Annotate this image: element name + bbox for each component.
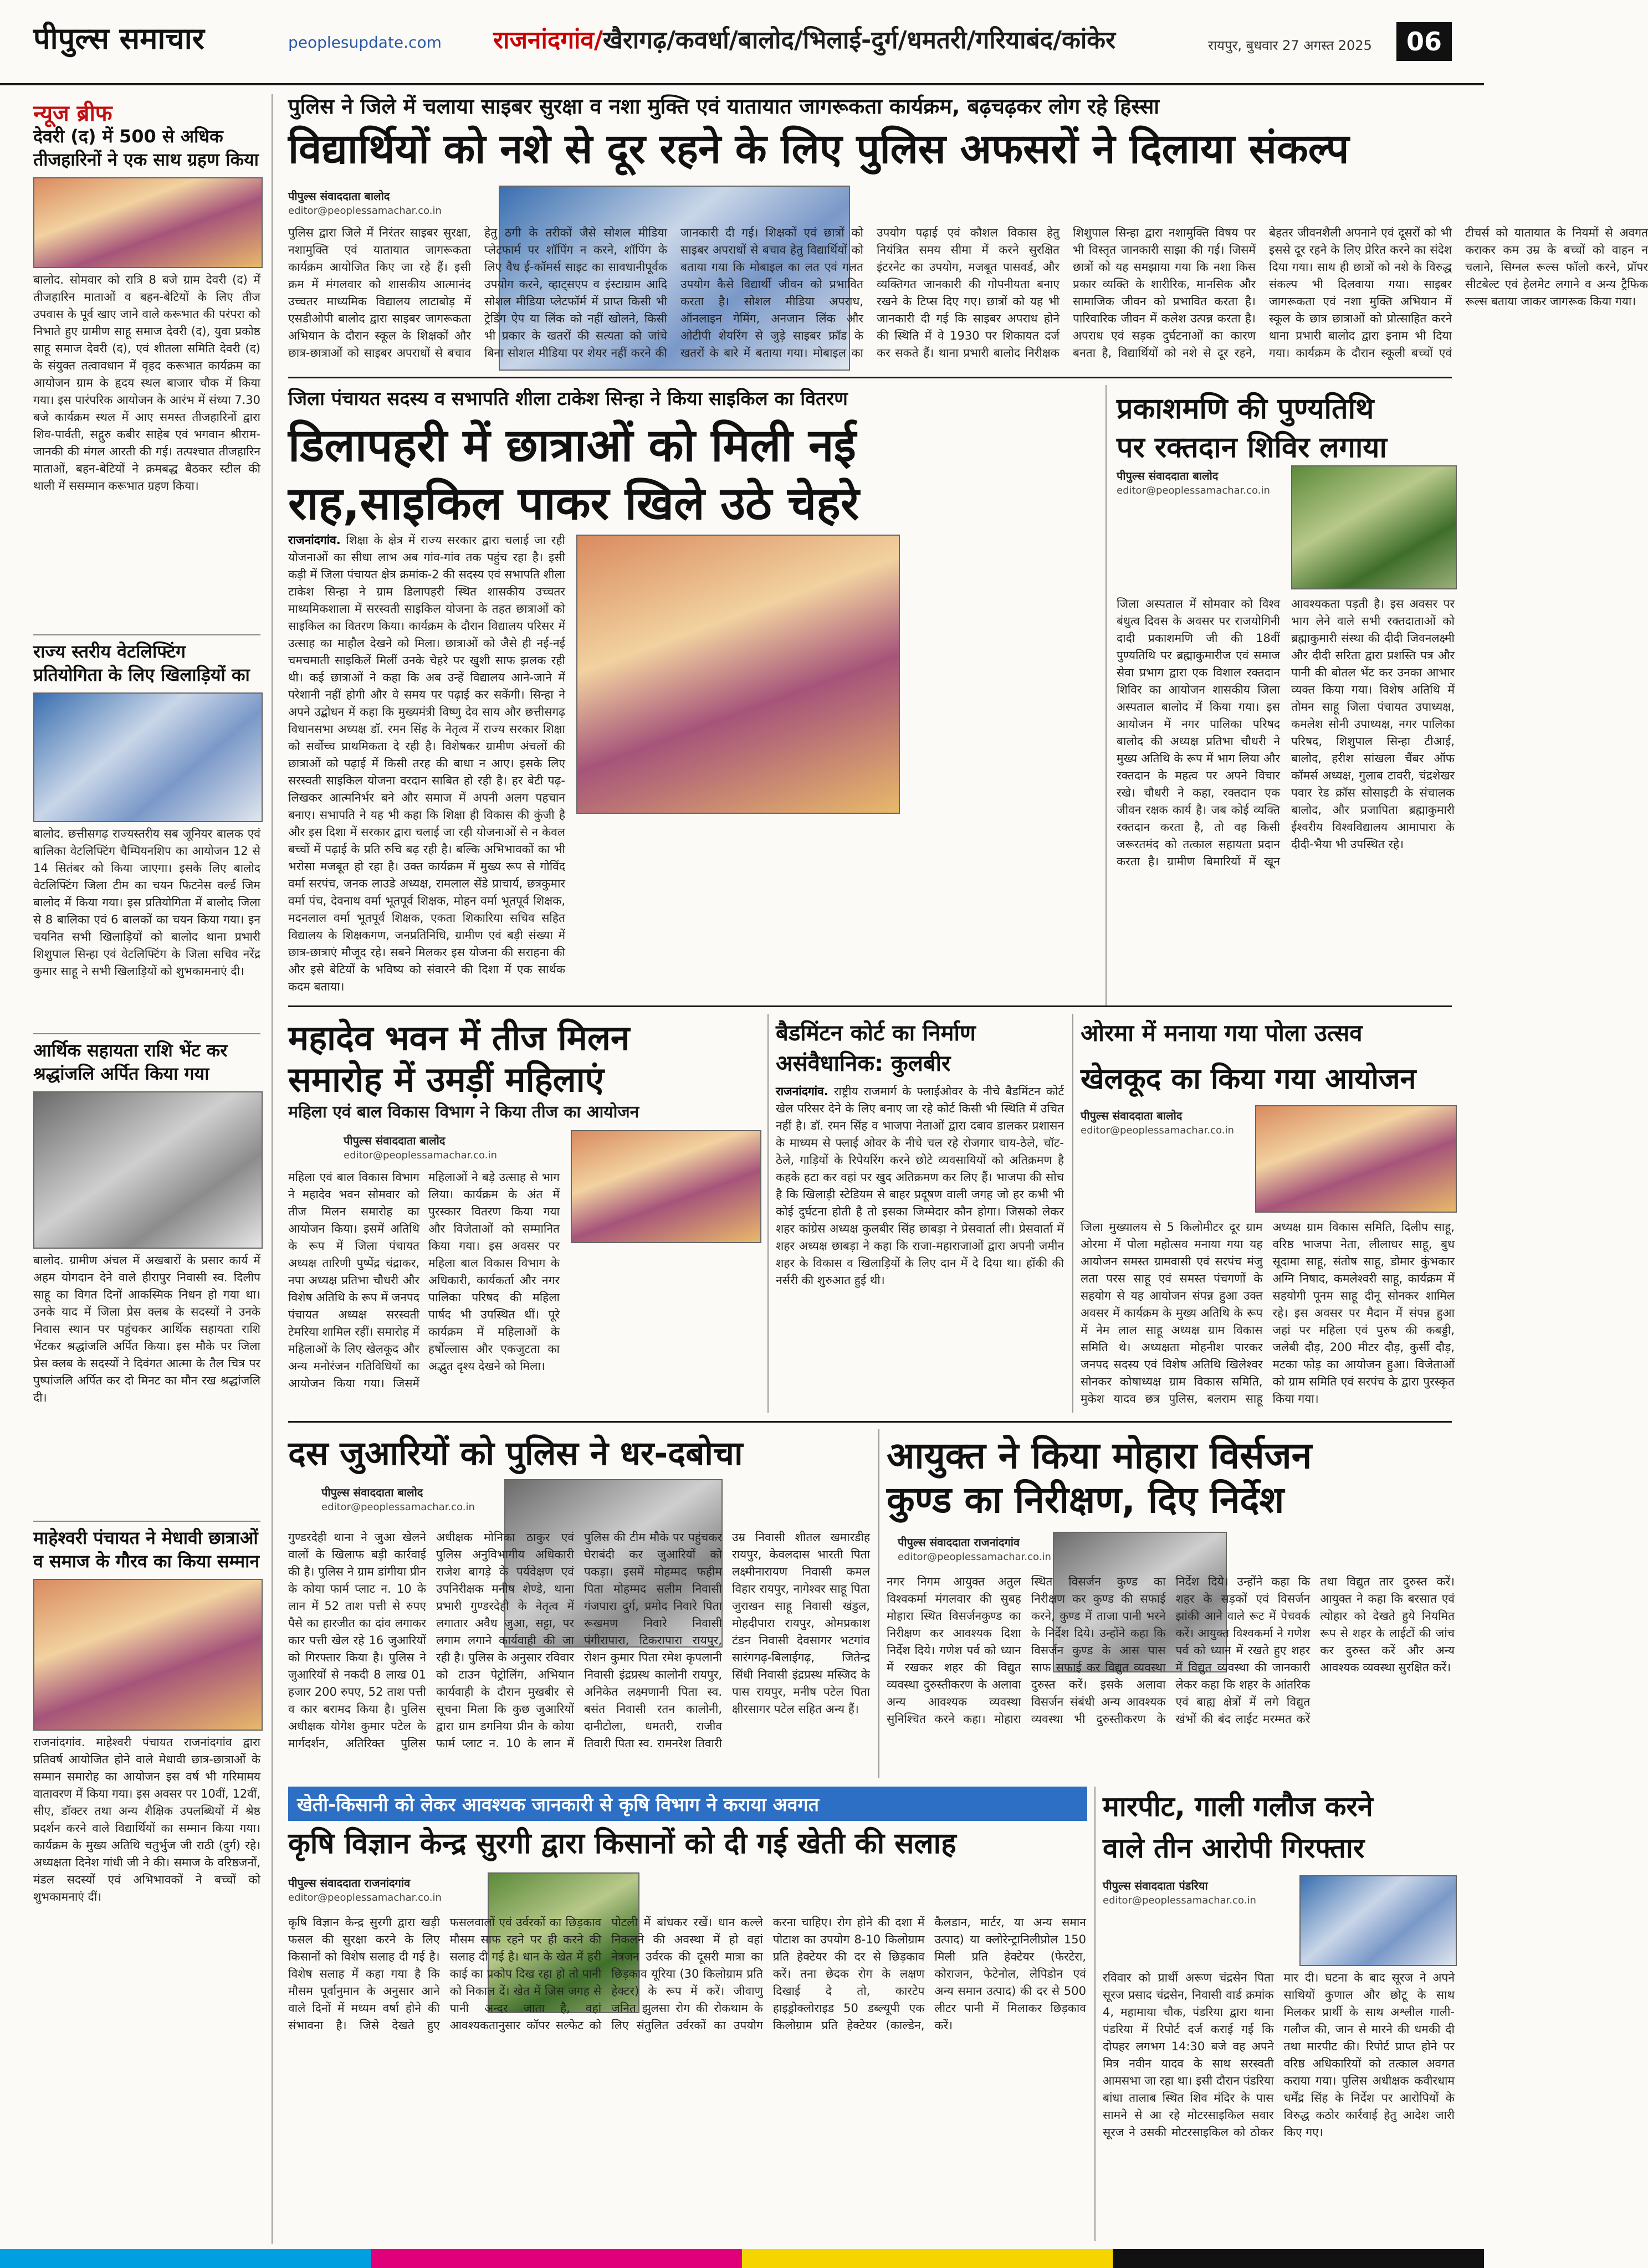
brief-headline: आर्थिक सहायता राशि भेंट कर श्रद्धांजलि अर्पित किया गया bbox=[33, 1040, 228, 1084]
story-headline: डिलापहरी में छात्राओं को मिली नई bbox=[288, 419, 856, 472]
story-headline: ओरमा में मनाया गया पोला उत्सव bbox=[1081, 1019, 1363, 1046]
column-divider bbox=[878, 1429, 879, 1778]
story-photo bbox=[1291, 465, 1457, 589]
story-photo bbox=[576, 535, 900, 814]
story-body: जिला अस्पताल में सोमवार को विश्व बंधुत्व दिवस के अवसर पर राजयोगिनी दादी प्रकाशमणि जी की 18वीं पुण्यतिथि पर ब्रह्माकुमारीज एवं समाज सेवा प्रभाग द्वारा एक विशाल रक्तदान शिविर का आयोजन शासकीय जिला अस्पताल बालोद में किया गया। इस आयोजन में नगर पालिका परिषद बालोद की अध्यक्ष प्रतिभा चौधरी ने मुख्य अतिथि के रूप में भाग लिया और रक्तदान के महत्व पर अपने विचार रखे। चौधरी ने कहा, रक्तदान एक जीवन रक्षक कार्य है। जब कोई व्यक्ति रक्तदान करता है, तो वह किसी जरूरतमंद को तत्काल सहायता प्रदान करता है। ग्रामीण बिमारियों में खून आवश्यकता पड़ती है। इस अवसर पर भाग लेने वाले सभी रक्तदाताओं को ब्रह्माकुमारी संस्था की दीदी जिवनलक्ष्मी और दीदी सरिता द्वारा प्रशस्ति पत्र और पानी की बोतल भेंट कर उनका आभार व्यक्त किया गया। विशेष अतिथि में तोमन साहू जिला पंचायत उपाध्यक्ष, कमलेश सोनी उपाध्यक्ष, नगर पालिका परिषद, शिशुपाल सिन्हा टीआई, बालोद, हरीश सांखला चैंबर ऑफ कॉमर्स अध्यक्ष, गुलाब टावरी, चंद्रशेखर पवार रेड क्रॉस सोसाइटी के संचालक बालोद, और प्रजापिता ब्रह्माकुमारी ईश्वरीय विश्वविद्यालय आमापारा के दीदी-भैया भी उपस्थित रहे। bbox=[1117, 597, 1455, 868]
brief-body: बालोद. सोमवार को रात्रि 8 बजे ग्राम देवरी (द) में तीजहारिन माताओं व बहन-बेटियों के लिए तीज उपवास के पूर्व खाए जाने वाले करूभात की परंपरा को निभाते हुए ग्रामीण साहू समाज देवरी (द), युवा प्रकोष्ठ साहू समाज देवरी (द), एवं शीतला समिति देवरी (द) के संयुक्त तत्वावधान में वृहद करूभात कार्यक्रम का आयोजन ग्राम के हृदय स्थल बाजार चौक में किया गया। इस पारंपरिक आयोजन के आरंभ में संध्या 7.30 बजे कार्यक्रम स्थल में आए समस्त तीजहारिनों द्वारा शिव-पार्वती, सद्गुरु कबीर साहेब एवं भगवान श्रीराम-जानकी की मंगल आरती की गई। तत्पश्चात तीजहारिन माताओं, बहन-बेटियों ने क्रमबद्ध बैठकर स्टील की थाली में ससम्मान करूभात ग्रहण किया। bbox=[33, 273, 260, 492]
brief-headline: माहेश्वरी पंचायत ने मेधावी छात्राओं व समाज के गौरव का किया सम्मान bbox=[33, 1527, 260, 1572]
story-headline: कृषि विज्ञान केन्द्र सुरगी द्वारा किसानों को दी गई खेती की सलाह bbox=[288, 1827, 956, 1860]
story-headline: वाले तीन आरोपी गिरफ्तार bbox=[1103, 1832, 1365, 1864]
story-photo bbox=[1255, 1105, 1457, 1213]
byline-email: editor@peoplessamachar.co.in bbox=[288, 205, 442, 217]
website-link[interactable]: peoplesupdate.com bbox=[288, 33, 442, 52]
byline-email: editor@peoplessamachar.co.in bbox=[344, 1150, 497, 1161]
brief-headline: राज्य स्तरीय वेटलिफ्टिंग प्रतियोगिता के लिए खिलाड़ियों का bbox=[33, 641, 250, 685]
divider bbox=[33, 1521, 260, 1522]
story-headline: विद्यार्थियों को नशे से दूर रहने के लिए पुलिस अफसरों ने दिलाया संकल्प bbox=[288, 125, 1349, 173]
section-strap: खेती-किसानी को लेकर आवश्यक जानकारी से कृषि विभाग ने कराया अवगत bbox=[288, 1787, 1087, 1821]
dateline: राजनांदगांव. bbox=[776, 1085, 828, 1098]
story-headline: समारोह में उमड़ीं महिलाएं bbox=[288, 1059, 604, 1100]
brief-body: बालोद. छत्तीसगढ़ राज्यस्तरीय सब जूनियर बालक एवं बालिका वेटलिफ्टिंग चैम्पियनशिप का आयोजन 12 से 14 सितंबर को किया जाएगा। इसके लिए बालोद वेटलिफ्टिंग जिला टीम का चयन फिटनेस वर्ल्ड जिम बालोद में किया गया। इस प्रतियोगिता में बालोद जिला से 8 बालिका एवं 6 बालकों का चयन किया गया। इन चयनित सभी खिलाड़ियों को बालोद थाना प्रभारी शिशुपाल सिन्हा एवं वेटलिफ्टिंग के जिला सचिव नरेंद्र कुमार साहू ने सभी खिलाड़ियों को शुभकामनाएं दी। bbox=[33, 827, 260, 978]
story-body: नगर निगम आयुक्त अतुल विश्वकर्मा मंगलवार की सुबह मोहारा स्थित विसर्जनकुण्ड का निरीक्षण कर आवश्यक दिशा निर्देश दिये। गणेश पर्व को ध्यान में रखकर शहर की विद्युत व्यवस्था दुरुस्तीकरण के अलावा अन्य आवश्यक व्यवस्था सुनिश्चित करने कहा। मोहारा स्थित विसर्जन कुण्ड का निरीक्षण कर कुण्ड की सफाई करने, कुण्ड में ताजा पानी भरने के निर्देश दिये। उन्होंने कहा कि विसर्जन कुण्ड के आस पास साफ सफाई कर विद्युत व्यवस्था दुरुस्त करें। इसके अलावा विसर्जन संबंधी अन्य आवश्यक व्यवस्था भी दुरुस्तीकरण के निर्देश दिये। उन्होंने कहा कि शहर के सड़कों एवं विसर्जन झांकी आने वाले रूट में पेचवर्क करें। आयुक्त विश्वकर्मा ने गणेश पर्व को ध्यान में रखते हुए शहर में विद्युत व्यवस्था की जानकारी लेकर कहा कि शहर के आंतरिक एवं बाह्य क्षेत्रों में लगे विद्युत खंभों की बंद लाईट मरम्मत करें तथा विद्युत तार दुरुस्त करें। आयुक्त ने कहा कि बरसात एवं त्योहार को देखते हुये नियमित रूप से शहर के लाईटों की जांच कर दुरुस्त करें और अन्य आवश्यक व्यवस्था सुरक्षित करें। bbox=[887, 1575, 1455, 1726]
story-photo bbox=[1299, 1875, 1457, 1966]
story-headline: दस जुआरियों को पुलिस ने धर-दबोचा bbox=[288, 1434, 743, 1473]
edition-cities-rest: खैरागढ़/कवर्धा/बालोद/भिलाई-दुर्ग/धमतरी/गरियाबंद/कांकेर bbox=[602, 26, 1116, 54]
story-body: गुण्डरदेही थाना ने जुआ खेलने वालों के खिलाफ बड़ी कार्रवाई की है। पुलिस ने ग्राम डांगीया प्रीन के कोया फार्म प्लाट न. 10 के लान में 52 ताश पत्ती से रुपए पैसे का हारजीत का दांव लगाकर कार पत्ती खेल रहे 16 जुआरियों को गिरफ्तार किया है। पुलिस ने जुआरियों से नकदी 8 लाख 01 हजार 200 रुपए, 52 ताश पत्ती व कार बरामद किया है। पुलिस अधीक्षक योगेश कुमार पटेल के मार्गदर्शन, अतिरिक्त पुलिस अधीक्षक मोनिका ठाकुर एवं पुलिस अनुविभागीय अधिकारी राजेश बागड़े के पर्यवेक्षण एवं उपनिरीक्षक मनीष शेण्डे, थाना प्रभारी गुण्डरदेही के नेतृत्व में लगातार अवैध जुआ, सट्टा, पर लगाम लगाने कार्यवाही की जा रही है। पुलिस के अनुसार रविवार को टाउन पेट्रोलिंग, अभियान कार्यवाही के दौरान मुखबीर से सूचना मिला कि कुछ जुआरियों द्वारा ग्राम डगनिया प्रीन के कोया फार्म प्लाट न. 10 के लान में पुलिस की टीम मौके पर पहुंचकर घेराबंदी कर जुआरियों को पकड़ा। इसमें मोहम्मद फहीम पिता मोहम्मद सलीम निवासी गंजपारा दुर्ग, प्रमोद निवारे पिता रूखमण निवारे निवासी पंगीरापारा, टिकरापारा रायपुर, रोशन कुमार पिता रमेश कृपलानी निवासी इंद्रप्रस्थ कालोनी रायपुर, अनिकेत लक्ष्मणानी पिता स्व. बसंत निवासी रतन कालोनी, दानीटोला, धमतरी, राजीव तिवारी पिता स्व. रामनरेश तिवारी उम्र निवासी शीतल खमारडीह रायपुर, केवलदास भारती पिता लक्ष्मीनारायण निवासी कमल विहार रायपुर, नागेश्वर साहू पिता जुराखन साहू निवासी खंडुल, मोहदीपारा रायपुर, ओमप्रकाश टंडन निवासी देवसागर भटगांव सारंगगढ़-बिलाईगढ़, जितेन्द्र सिंधी निवासी इंद्रप्रस्थ मस्जिद के पास रायपुर, मनीष पटेल पिता क्षीरसागर पटेल सहित अन्य हैं। bbox=[288, 1531, 870, 1750]
section-rule bbox=[288, 377, 1452, 378]
brief-headline: देवरी (द) में 500 से अधिक तीजहारिनों ने एक साथ ग्रहण किया bbox=[33, 126, 259, 170]
story-headline: आयुक्त ने किया मोहारा विर्सजन bbox=[887, 1434, 1312, 1477]
byline-email: editor@peoplessamachar.co.in bbox=[288, 1892, 442, 1903]
divider bbox=[33, 634, 260, 635]
edition-city-first: राजनांदगांव/ bbox=[493, 26, 603, 54]
brief-photo bbox=[33, 177, 263, 268]
story-body bbox=[288, 532, 565, 997]
dateline: राजनांदगांव. bbox=[288, 533, 341, 547]
column-divider bbox=[1094, 1787, 1096, 2241]
story-body bbox=[776, 1083, 1064, 1413]
byline-email: editor@peoplessamachar.co.in bbox=[1117, 485, 1270, 496]
brief-photo bbox=[33, 1091, 263, 1249]
story-headline: असंवैधानिक: कुलबीर bbox=[776, 1051, 951, 1076]
story-body: जिला मुख्यालय से 5 किलोमीटर दूर ग्राम ओरमा में पोला महोत्सव मनाया गया यह आयोजन समस्त ग्रामवासी एवं सरपंच मंजु लता परस साहू एवं समस्त पंचगणों के सहयोग से यह आयोजन संपन्न हुआ उक्त अवसर में कार्यक्रम के मुख्य अतिथि के रूप में नेम लाल साहू अध्यक्ष ग्राम विकास समिति थे। अध्यक्षता मोहनीश पारकर जनपद सदस्य एवं विशेष अतिथि खिलेश्वर सोनकर कोषाध्यक्ष ग्राम विकास समिति, मुकेश यादव छत्र पुलिस, बलराम साहू अध्यक्ष ग्राम विकास समिति, दिलीप साहू, वरिष्ठ भाजपा नेता, लीलाधर साहू, बुध सूदामा साहू, संतोष साहू, डोमार कुंभकार अग्नि निषाद, कमलेश्वरी साहू, कार्यक्रम में सहयोगी पूनम साहू दीनू सोनकर शामिल रहे। इस अवसर पर मैदान में संपन्न हुआ जहां पर महिला एवं पुरुष की कबड्डी, जलेबी दौड़, 200 मीटर दौड़, कुर्सी दौड़, मटका फोड़ का आयोजन हुआ। विजेताओं को ग्राम समिति एवं सरपंच के द्वारा पुरस्कृत किया गया। bbox=[1081, 1220, 1455, 1405]
section-rule bbox=[288, 1005, 1452, 1007]
brief-body: राजनांदगांव. माहेश्वरी पंचायत राजनांदगांव द्वारा प्रतिवर्ष आयोजित होने वाले मेधावी छात्र-छात्राओं के सम्मान समारोह का आयोजन इस वर्ष भी गरिमामय वातावरण में किया गया। इस अवसर पर 10वीं, 12वीं, सीए, डॉक्टर तथा अन्य शैक्षिक उपलब्धियों में श्रेष्ठ प्रदर्शन करने वाले विद्यार्थियों का सम्मान किया गया। कार्यक्रम के मुख्य अतिथि चतुर्भुज जी राठी (दुर्ग) रहे। अध्यक्षता दिनेश गांधी जी ने की। समाज के वरिष्ठजनों, मंडल सदस्यों एवं अभिभावकों ने बच्चों को शुभकामनाएं दीं। bbox=[33, 1736, 260, 1903]
story-body: महिला एवं बाल विकास विभाग ने महादेव भवन सोमवार को तीज मिलन समारोह का आयोजन किया। इसमें अतिथि के रूप में जिला पंचायत अध्यक्ष तारिणी पुष्पेंद्र चंद्राकर, नपा अध्यक्ष प्रतिभा चौधरी और विशेष अतिथि के रूप में जनपद पंचायत अध्यक्ष सरस्वती टेमरिया शामिल रहीं। समारोह में महिलाओं के लिए खेलकूद और अन्य मनोरंजन गतिविधियों का आयोजन किया गया। जिसमें महिलाओं ने बड़े उत्साह से भाग लिया। कार्यक्रम के अंत में पुरस्कार वितरण किया गया और विजेताओं को सम्मानित किया गया। इस अवसर पर महिला बाल विकास विभाग के अधिकारी, कार्यकर्ता और नगर पालिका परिषद की महिला पार्षद भी उपस्थित थीं। पूरे कार्यक्रम में महिलाओं के हर्षोल्लास और एकजुटता का अद्भुत दृश्य देखने को मिला। bbox=[288, 1171, 560, 1390]
story-body-text: शिक्षा के क्षेत्र में राज्य सरकार द्वारा चलाई जा रही योजनाओं का सीधा लाभ अब गांव-गांव तक पहुंच रहा है। इसी कड़ी में जिला पंचायत क्षेत्र क्रमांक-2 की सदस्य एवं सभापति शीला टाकेश सिन्हा ने ग्राम डिलापहरी स्थित शासकीय उच्चतर माध्यमिकशाला में सरस्वती साइकिल योजना के तहत छात्राओं को साइकिल का वितरण किया। कार्यक्रम के दौरान विद्यालय परिसर में उत्साह का माहौल देखने को मिला। छात्राओं को जैसे ही नई-नई चमचमाती साइकिलें मिलीं उनके चेहरे पर खुशी साफ झलक रही थी। कई छात्राओं ने कहा कि अब उन्हें विद्यालय आने-जाने में परेशानी नहीं होगी और वे समय पर पढ़ाई कर सकेंगी। सिन्हा ने अपने उद्बोधन में कहा कि मुख्यमंत्री विष्णु देव साय और छत्तीसगढ़ विधानसभा अध्यक्ष डॉ. रमन सिंह के नेतृत्व में राज्य सरकार शिक्षा को सर्वोच्च प्राथमिकता दे रही है। विशेषकर ग्रामीण अंचलों की छात्राओं को पढ़ाई में किसी तरह की बाधा न आए। इसके लिए सरस्वती साइकिल योजना वरदान साबित हो रही है। हर बेटी पढ़-लिखकर आत्मनिर्भर बने और समाज में अपनी अलग पहचान बनाए। सभापति ने यह भी कहा कि शिक्षा ही विकास की कुंजी है और इस दिशा में सरकार द्वारा चलाई जा रही योजनाओं से न केवल बच्चों में पढ़ाई के प्रति रुचि बढ़ रही है। बल्कि अभिभावकों का भी भरोसा मजबूत हो रहा है। उक्त कार्यक्रम में मुख्य रूप से गोविंद वर्मा सरपंच, जनक लाउडे अध्यक्ष, रामलाल सेंडे प्राचार्य, छत्रकुमार वर्मा पंच, देवनाथ वर्मा भूतपूर्व शिक्षक, मोहन वर्मा भूतपूर्व शिक्षक, मदनलाल वर्मा भूतपूर्व शिक्षक, एकता शिकारिया सचिव सहित विद्यालय के शिक्षकगण, जनप्रतिनिधि, ग्रामीण एवं बड़ी संख्या में छात्र-छात्राएं मौजूद रहे। सबने मिलकर इस योजना की सराहना की और इसे बेटियों के भविष्य को संवारने की दिशा में एक सार्थक कदम बताया। bbox=[288, 533, 565, 993]
byline: पीपुल्स संवाददाता बालोद bbox=[1081, 1109, 1183, 1122]
story-body: पुलिस द्वारा जिले में निरंतर साइबर सुरक्षा, नशामुक्ति एवं यातायात जागरूकता कार्यक्रम आयोजित किए जा रहे हैं। इसी क्रम में मंगलवार को शासकीय आत्मानंद उच्चतर माध्यमिक विद्यालय लाटाबोड़ में एसडीओपी बालोद द्वारा साइबर जागरूकता अभियान के दौरान स्कूल के शिक्षकों और छात्र-छात्राओं को साइबर अपराधों से बचाव हेतु ठगी के तरीकों जैसे सोशल मीडिया प्लेटफार्म पर शॉपिंग न करने, शॉपिंग के लिए वैध ई-कॉमर्स साइट का सावधानीपूर्वक उपयोग करने, व्हाट्सएप व इंस्टाग्राम आदि सोशल मीडिया प्लेटफॉर्म में प्राप्त किसी भी ट्रेडिंग ऐप या लिंक को नहीं खोलने, किसी भी प्रकार के खतरों की सत्यता को जांचे बिना सोशल मीडिया पर शेयर नहीं करने की जानकारी दी गई। शिक्षकों एवं छात्रों को साइबर अपराधों से बचाव हेतु विद्यार्थियों को बताया गया कि मोबाइल का लत एवं गलत उपयोग कैसे विद्यार्थी जीवन को प्रभावित करता है। सोशल मीडिया अपराध, ऑनलाइन गेमिंग, अनजान लिंक और ओटीपी शेयरिंग से जुड़े साइबर फ्रॉड के खतरों के बारे में बताया गया। मोबाइल का उपयोग पढ़ाई एवं कौशल विकास हेतु नियंत्रित समय सीमा में करने सुरक्षित इंटरनेट का उपयोग, मजबूत पासवर्ड, और व्यक्तिगत जानकारी की गोपनीयता बनाए रखने के टिप्स दिए गए। छात्रों को यह भी जानकारी दी गई कि साइबर अपराध होने की स्थिति में वे 1930 पर शिकायत दर्ज कर सकते हैं। थाना प्रभारी बालोद निरीक्षक शिशुपाल सिन्हा द्वारा नशामुक्ति विषय पर भी विस्तृत जानकारी साझा की गई। जिसमें छात्रों को यह समझाया गया कि नशा किस प्रकार व्यक्ति के शारीरिक, मानसिक और सामाजिक जीवन को प्रभावित करता है। पारिवारिक जीवन में कलेश उत्पन्न करता है। अपराध एवं सड़क दुर्घटनाओं का कारण बनता है, विद्यार्थियों को नशे से दूर रहने, बेहतर जीवनशैली अपनाने एवं दूसरों को भी इससे दूर रहने के लिए प्रेरित करने का संदेश दिया गया। साथ ही छात्रों को नशे के विरुद्ध संकल्प भी दिलवाया गया। साइबर जागरूकता एवं नशा मुक्ति अभियान में स्कूल के छात्र छात्राओं को प्रोत्साहित करने थाना प्रभारी बालोद द्वारा इनाम भी दिया गया। कार्यक्रम के दौरान स्कूली बच्चों एवं टीचर्स को यातायात के नियमों से अवगत कराकर कम उम्र के बच्चों को वाहन न चलाने, सिग्नल रूल्स फॉलो करने, प्रॉपर सीटबेल्ट एवं हेलमेट लगाने व अन्य ट्रैफिक रूल्स बताया जाकर जागरूक किया गया। bbox=[288, 226, 1648, 360]
byline-email: editor@peoplessamachar.co.in bbox=[1103, 1895, 1256, 1906]
story-headline: राह,साइकिल पाकर खिले उठे चेहरे bbox=[288, 478, 859, 530]
edition-cities bbox=[493, 22, 1115, 55]
story-kicker: जिला पंचायत सदस्य व सभापति शीला टाकेश सिन्हा ने किया साइकिल का वितरण bbox=[288, 388, 848, 410]
story-headline: पर रक्तदान शिविर लगाया bbox=[1117, 431, 1387, 464]
news-brief-title: न्यूज ब्रीफ bbox=[33, 101, 112, 126]
story-body: कृषि विज्ञान केन्द्र सुरगी द्वारा खड़ी फसल की सुरक्षा करने के लिए किसानों को विशेष सलाह दी गई है। विशेष सलाह में कहा गया है कि मौसम पूर्वानुमान के अनुसार आने वाले दिनों में मध्यम वर्षा होने की संभावना है। जिसे देखते हुए फसलवालों एवं उर्वरकों का छिड़काव मौसम साफ रहने पर ही करने की सलाह दी गई है। धान के खेत में हरी काई का प्रकोप दिख रहा हो तो पानी को निकाल दें। खेत में जिस जगह से पानी अन्दर जाता है, वहां आवश्यकतानुसार कॉपर सल्फेट को पोटली में बांधकर रखें। धान कल्ले निकलने की अवस्था में हो वहां नेत्रजन उर्वरक की दूसरी मात्रा का छिड़काव यूरिया (30 किलोग्राम प्रति हेक्टर) के रूप में करें। जीवाणु जनित झुलसा रोग की रोकथाम के लिए संतुलित उर्वरकों का उपयोग करना चाहिए। रोग होने की दशा में पोटाश का उपयोग 8-10 किलोग्राम प्रति हेक्टेयर की दर से छिड़काव करें। तना छेदक रोग के लक्षण दिखाई दे तो, कारटेप हाइड्रोक्लोराइड 50 डब्ल्यूपी एक किलोग्राम प्रति हेक्टेयर (काल्डेन, कैलडान, मार्टर, या अन्य समान उत्पाद) या क्लोरेन्ट्रानिलीप्रोल 150 मिली प्रति हेक्टेयर (फेरटेरा, कोराजन, फेटेनोल, लेपिडोन एवं अन्य समान उत्पाद) की दर से 500 लीटर पानी में मिलाकर छिड़काव करें। bbox=[288, 1916, 1086, 2032]
story-body: रविवार को प्रार्थी अरूण चंद्रसेन पिता सूरज प्रसाद चंद्रसेन, निवासी वार्ड क्रमांक 4, महामाया चौक, पंडरिया द्वारा थाना पंडरिया में रिपोर्ट दर्ज कराई गई कि दोपहर लगभग 14:30 बजे वह अपने मित्र नवीन यादव के साथ सरस्वती आमसभा जा रहा था। इसी दौरान पंडरिया बांधा तालाब स्थित शिव मंदिर के पास सामने से आ रहे मोटरसाइकिल सवार सूरज ने उसकी मोटरसाइकिल को ठोकर मार दी। घटना के बाद सूरज ने अपने साथियों कुणाल और छोटू के साथ मिलकर प्रार्थी के साथ अश्लील गाली-गलौज की, जान से मारने की धमकी दी तथा मारपीट की। रिपोर्ट प्राप्त होने पर वरिष्ठ अधिकारियों को तत्काल अवगत कराया गया। पुलिस अधीक्षक कवीरधाम धर्मेंद्र सिंह के निर्देश पर आरोपियों के विरुद्ध कठोर कार्रवाई हेतु आदेश जारी किए गए। bbox=[1103, 1971, 1455, 2139]
byline: पीपुल्स संवाददाता राजनांदगांव bbox=[898, 1536, 1020, 1549]
brief-photo bbox=[33, 1579, 263, 1731]
byline-email: editor@peoplessamachar.co.in bbox=[321, 1501, 475, 1513]
story-body-text: राष्ट्रीय राजमार्ग के फ्लाईओवर के नीचे बैडमिंटन कोर्ट खेल परिसर देने के लिए बनाए जा रहे कोर्ट किसी भी स्थिति में उचित नहीं है। डॉ. रमन सिंह व भाजपा नेताओं द्वारा दबाव डालकर प्रशासन के माध्यम से फ्लाई ओवर के नीचे चल रहे रोजगार चाय-ठेले, चॉट-ठेले, गाड़ियों के रिपेयरिंग करने छोटे व्यवसायियों को अतिक्रमण है कहके हटा कर वहां पर खुद अतिक्रमण कर लिए हैं। भाजपा की सोच है कि खिलाड़ी स्टेडियम से बाहर प्रदूषण वाली जगह जो हर कभी भी कोई दुर्घटना होती है तो इसका जिम्मेदार कौन होगा। जिसको लेकर शहर कांग्रेस अध्यक्ष कुलबीर सिंह छाबड़ा ने प्रेसवार्ता ली। प्रेसवार्ता में शहर अध्यक्ष छाबड़ा ने कहा कि राजा-महाराजाओं द्वारा अपनी जमीन शहर के विकास व खिलाड़ियों के लिए दान में दे दिया था। हॉकी की नर्सरी की शुरुआत हुई थी। bbox=[776, 1085, 1064, 1287]
story-subhead: महिला एवं बाल विकास विभाग ने किया तीज का आयोजन bbox=[288, 1102, 639, 1122]
byline: पीपुल्स संवाददाता बालोद bbox=[321, 1486, 423, 1499]
page-number: 06 bbox=[1396, 22, 1452, 61]
story-headline: महादेव भवन में तीज मिलन bbox=[288, 1018, 630, 1058]
story-headline: मारपीट, गाली गलौज करने bbox=[1103, 1790, 1373, 1823]
story-kicker: पुलिस ने जिले में चलाया साइबर सुरक्षा व नशा मुक्ति एवं यातायात जागरूकता कार्यक्रम, बढ़चढ़कर लोग रहे हिस्सा bbox=[288, 94, 1160, 119]
byline: पीपुल्स संवाददाता बालोद bbox=[1117, 469, 1219, 483]
column-divider bbox=[272, 94, 273, 2244]
story-headline: बैडमिंटन कोर्ट का निर्माण bbox=[776, 1020, 976, 1046]
column-divider bbox=[1106, 385, 1107, 1005]
issue-date: रायपुर, बुधवार 27 अगस्त 2025 bbox=[1208, 38, 1372, 53]
byline-email: editor@peoplessamachar.co.in bbox=[1081, 1125, 1234, 1136]
byline-email: editor@peoplessamachar.co.in bbox=[898, 1551, 1051, 1563]
print-color-bar bbox=[0, 2249, 1484, 2268]
brief-photo bbox=[33, 692, 263, 822]
column-divider bbox=[1072, 1014, 1073, 1413]
story-headline: कुण्ड का निरीक्षण, दिए निर्देश bbox=[887, 1479, 1284, 1521]
byline: पीपुल्स संवाददाता राजनांदगांव bbox=[288, 1876, 411, 1890]
divider bbox=[33, 1033, 260, 1034]
story-headline: खेलकूद का किया गया आयोजन bbox=[1081, 1063, 1416, 1096]
story-body-continued bbox=[909, 532, 1097, 997]
byline: पीपुल्स संवाददाता बालोद bbox=[344, 1134, 446, 1147]
newspaper-logo: पीपुल्स समाचार bbox=[33, 21, 204, 56]
byline: पीपुल्स संवाददाता बालोद bbox=[288, 189, 390, 203]
section-rule bbox=[288, 1421, 1452, 1423]
brief-body: बालोद. ग्रामीण अंचल में अखबारों के प्रसार कार्य में अहम योगदान देने वाले हीरापुर निवासी स्व. दिलीप साहू का विगत दिनों आकस्मिक निधन हो गया था। उनके याद में जिला प्रेस क्लब के सदस्यों ने उनके निवास स्थान पर पहुंचकर आर्थिक सहायता राशि भेंटकर श्रद्धांजलि अर्पित किया। इस मौके पर जिला प्रेस क्लब के सदस्यों ने दिवंगत आत्मा के तैल चित्र पर पुष्पांजलि अर्पित कर दो मिनट का मौन रख श्रद्धांजलि दी। bbox=[33, 1254, 260, 1404]
byline: पीपुल्स संवाददाता पंडरिया bbox=[1103, 1879, 1208, 1892]
column-divider bbox=[767, 1014, 769, 1413]
story-headline: प्रकाशमणि की पुण्यतिथि bbox=[1117, 392, 1374, 425]
story-photo bbox=[571, 1130, 761, 1243]
